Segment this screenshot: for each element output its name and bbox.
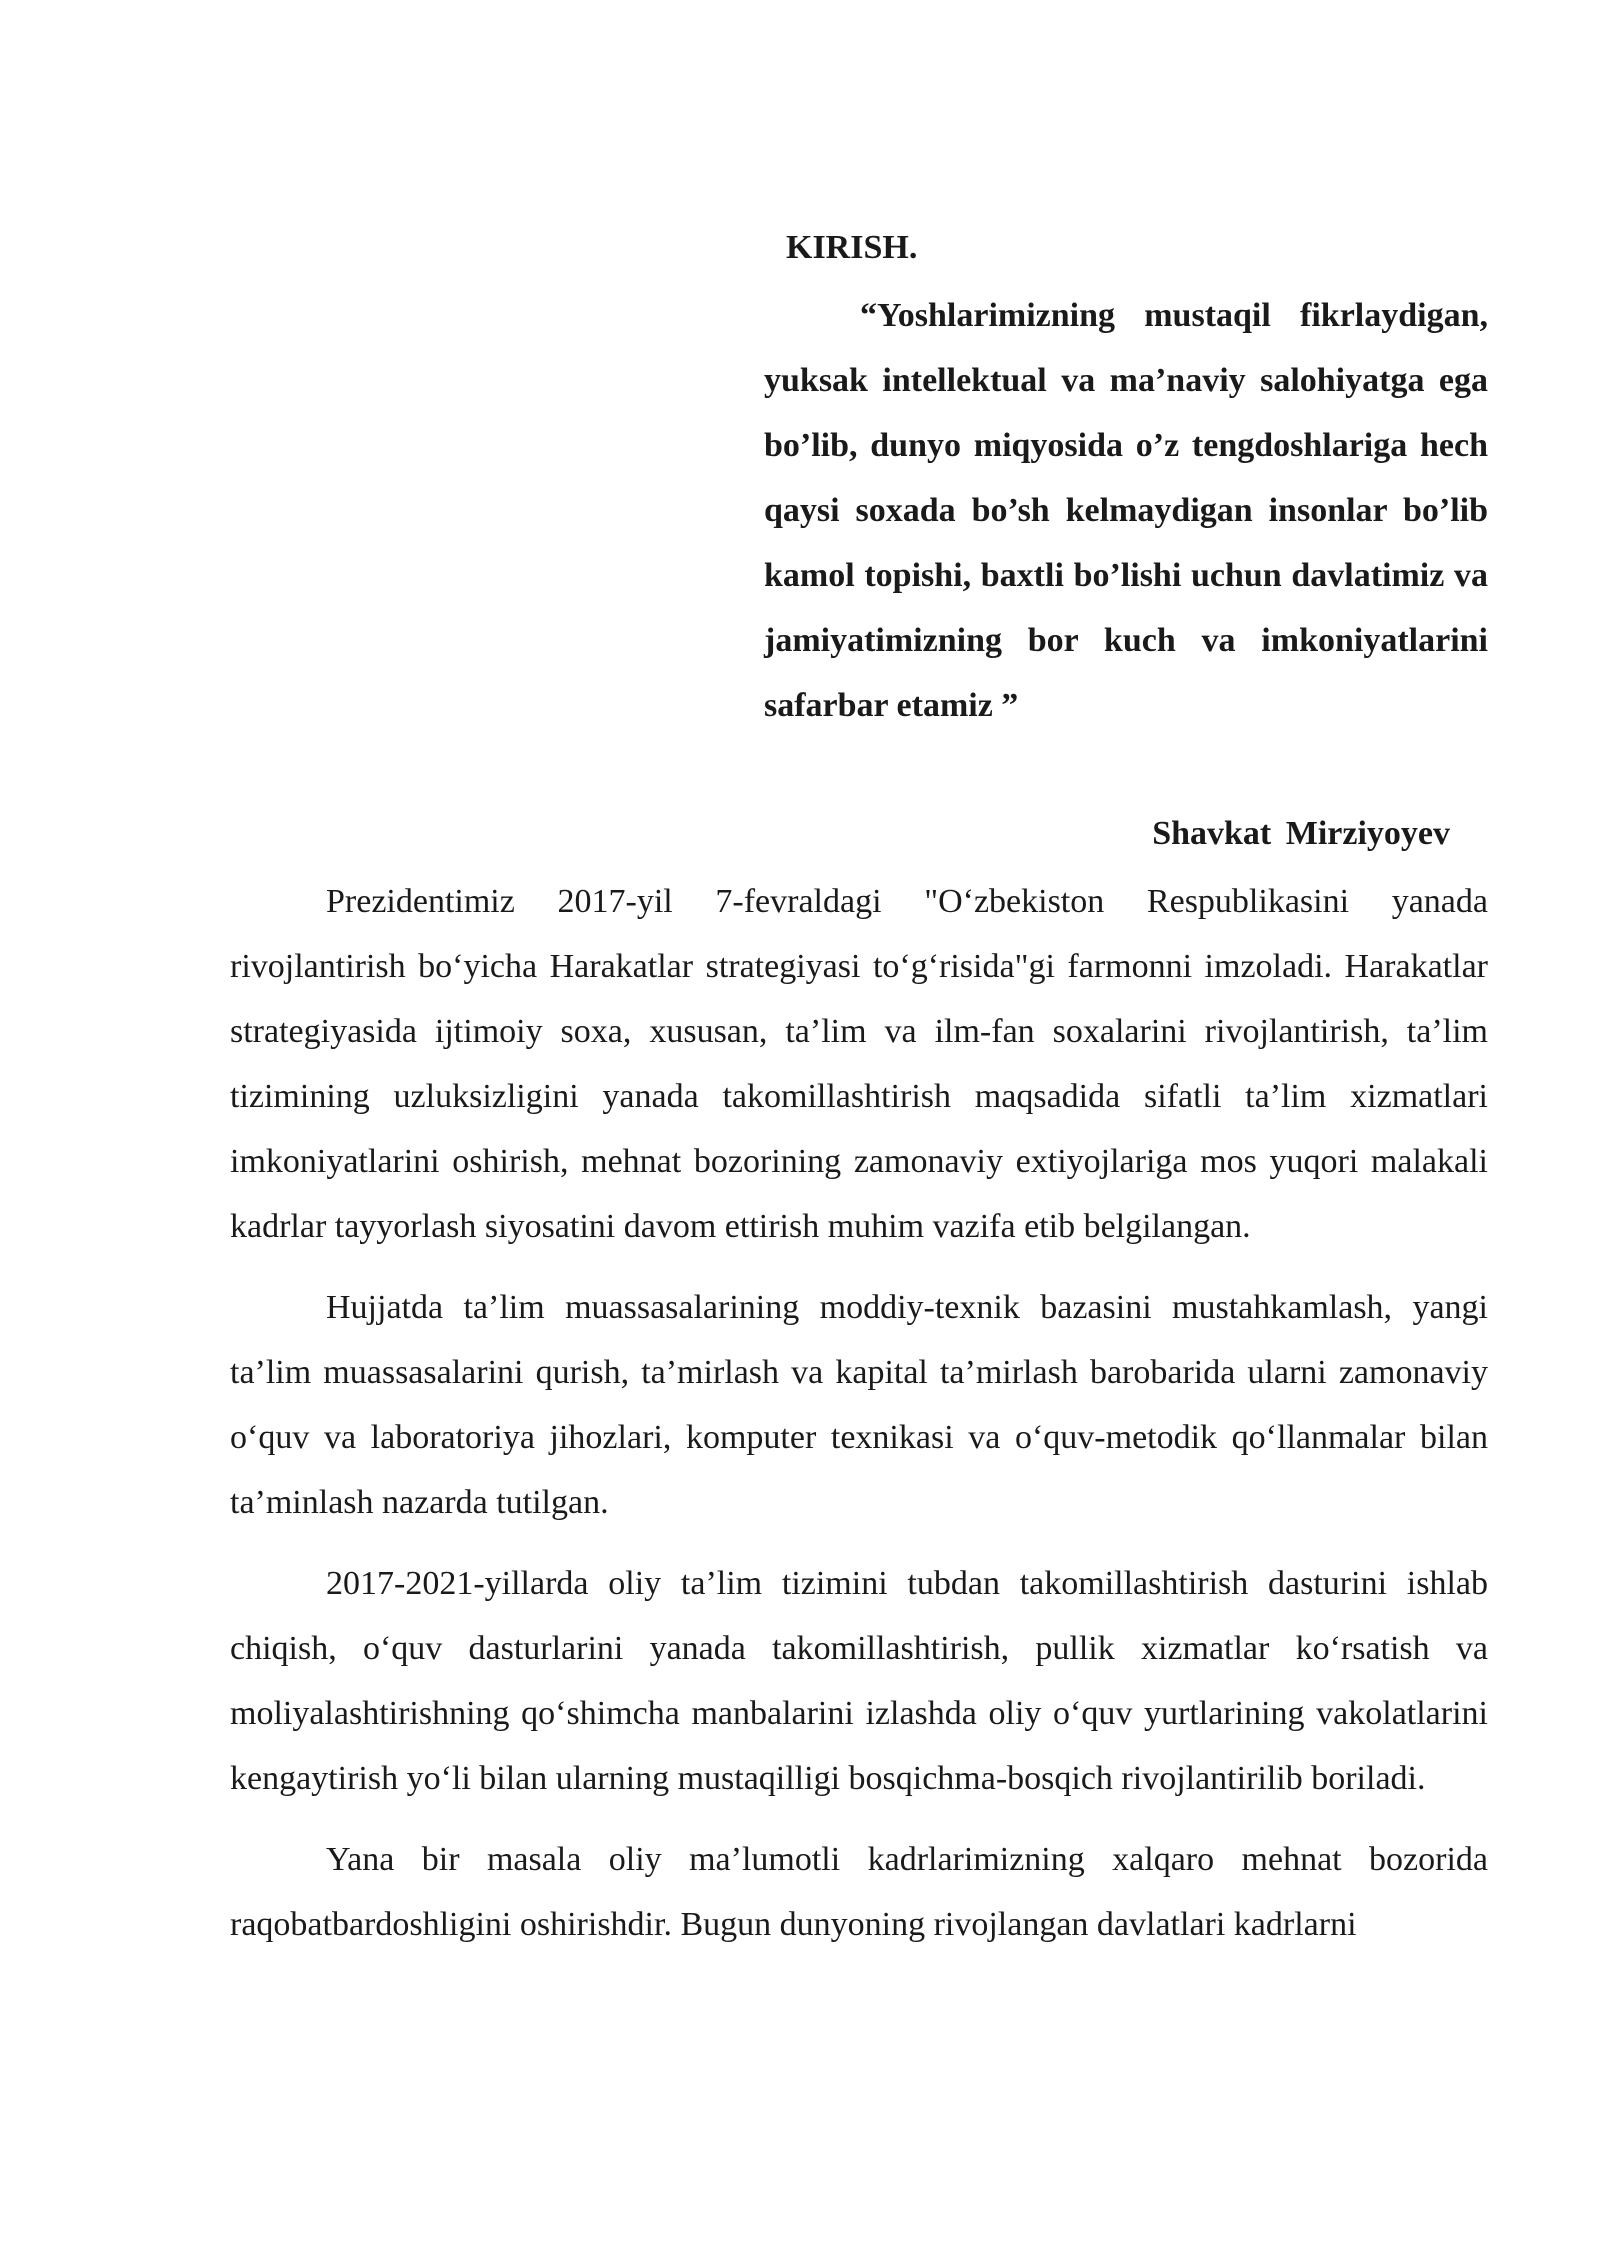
body-text [230,869,1488,1973]
epigraph-quote: “Yoshlarimizning mustaqil fikrlaydigan, yuksak intellektual va ma’naviy salohiyatga ega bo’lib, dunyo miqyosida o’z tengdoshlariga hech qaysi soxada bo’sh kelmaydigan insonlar bo’lib kamol topishi, baxtli bo’lishi uchun davlatimiz va jamiyatimizning bor kuch va imkoniyatlarini safarbar etamiz ” [764,297,1488,724]
section-heading: KIRISH. [786,229,918,266]
paragraph: 2017-2021-yillarda oliy ta’lim tizimini tubdan takomillashtirish dasturini ishlab chiqish, o‘quv dasturlarini yanada takomillashtirish, pullik xizmatlar ko‘rsatish va moliyalashtirishning qo‘shimcha manbalarini izlashda oliy o‘quv yurtlarining vakolatlarini kengaytirish yo‘li bilan ularning mustaqilligi bosqichma-bosqich rivojlantirilib boriladi. [230,1565,1488,1797]
epigraph-author: Shavkat Mirziyoyev [1152,815,1450,852]
document-page [230,0,1488,2262]
paragraph: Yana bir masala oliy ma’lumotli kadrlarimizning xalqaro mehnat bozorida raqobatbardoshligini oshirishdir. Bugun dunyoning rivojlangan davlatlari kadrlarni [230,1841,1488,1943]
paragraph: Hujjatda ta’lim muassasalarining moddiy-texnik bazasini mustahkamlash, yangi ta’lim muassasalarini qurish, ta’mirlash va kapital ta’mirlash barobarida ularni zamonaviy o‘quv va laboratoriya jihozlari, komputer texnikasi va o‘quv-metodik qo‘llanmalar bilan ta’minlash nazarda tutilgan. [230,1289,1488,1521]
paragraph: Prezidentimiz 2017-yil 7-fevraldagi "O‘zbekiston Respublikasini yanada rivojlantirish bo‘yicha Harakatlar strategiyasi to‘g‘risida"gi farmonni imzoladi. Harakatlar strategiyasida ijtimoiy soxa, xususan, ta’lim va ilm-fan soxalarini rivojlantirish, ta’lim tizimining uzluksizligini yanada takomillashtirish maqsadida sifatli ta’lim xizmatlari imkoniyatlarini oshirish, mehnat bozorining zamonaviy extiyojlariga mos yuqori malakali kadrlar tayyorlash siyosatini davom ettirish muhim vazifa etib belgilangan. [230,883,1488,1245]
